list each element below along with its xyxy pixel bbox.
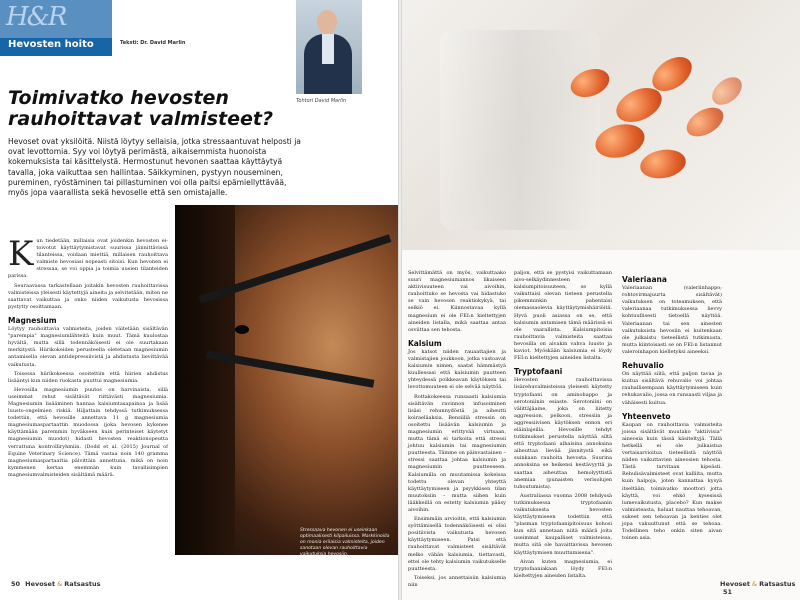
pill [638,146,688,182]
subhead-magnesium: Magnesium [8,315,57,325]
byline: Teksti: Dr. David Marlin [120,40,186,46]
page-number-left: 50 [11,580,21,588]
paragraph: un tiedetään, millaisia ovat joidenkin hevosten ei-toivotut käyttäytymistavat suurissa jännittävissä tilanteissa, voidaan miettiä, millaisen rauhoittava valmiste hevosiasi nopeasti sitoisi. Kun hevonen ei stressaa, se voi oppia ja toimia uusien tilanteiden parissa. [8,238,168,280]
subhead-rehuvalio: Rehuvalio [622,361,664,371]
portrait-head [317,10,337,34]
section-label: Hevosten hoito [8,39,94,50]
footer-brand-left: Hevoset [25,580,56,588]
portrait-shirt [322,34,334,64]
paragraph: Löytyy rauhoittavia valmisteita, joiden väitetään sisältävän "parempia" magnesiumlähteitä kuin muut. Tämä kuulostaa hyvältä, mutta sillä todennäköisesti ei ole suurtakaan merkitystä. Hiirikokeiden perusteella oletetaan magnesiumin antamisella olevan antidepressiivistä ja ahdistusta lievittävää vaikutusta. [8,326,168,368]
horse-mane [175,205,235,555]
section-monogram: H&R [6,2,66,32]
right-text-column-1 [408,270,506,591]
glass-jar [440,30,600,230]
horse-photo-caption: Stressaava hevonen ei useinkaan optimaalisesti kilpailuissa. Markkinoilla on monia erilaisia valmisteita, joiden sanotaan olevan rauhoittavia vaikutuksia hevosiin. [300,528,390,557]
paragraph: Kaupan on rauhoittavia valmisteita joissa sisältävät muutako "aktiivisia" aineosia kuin tässä käsiteltyjä. Tällä hetkellä ei ole julkaistua vertaisarvioitua tieteellistä näyttöä niiden vaikuttavien aineosien tehosta. Tästä tarvitaan kipeästi. Rehulisävalmisteet ovat kalliita, mutta kuin halpoja, joten kannattaa kysyä itseltään, toimivatko moottori jotta käyttä, voi ehkö kysesissä lumevaikutusta, placebo? Kun makse valmisteasta, haluat nauttaa tehoavan, sukeet sen tehoavan ja kenties olet jopa vakuuttunut että se tehoaa. Todellinen teho onkin siten aivan toinen asia. [622,421,722,542]
footer-brand-amp: & [57,580,63,588]
horse-photo [175,205,400,555]
paragraph: Ensimmäin arvioitin, että kalsiumin syöttämisellä todennäköisesti ei olisi positiivista vaikutusta hevosen käyttäytymiseen. Patsi että rauhoittavat valmisteet sisältävät melko vähän kalsiumia, tiettavasti, ettei ole tehty kalsiumin vaikutukselle puutteesta. [408,516,506,572]
subhead-kalsium: Kalsium [408,338,442,348]
subhead-tryptofaani: Tryptofaani [514,367,563,377]
right-text-column-2 [514,270,612,582]
horse-eye [235,325,249,334]
pill [682,102,729,143]
page-gutter [398,0,402,600]
left-text-column [8,234,168,481]
author-portrait [296,0,362,94]
page-number-right: 51 [723,588,733,596]
right-text-column-3 [622,270,722,544]
paragraph: Toiseksi, jos annettaisiin kalsiumia niin [408,574,506,588]
paragraph: Hevosten rauhoittavissa lisärehuvalmisteissa yleisesti käytetty tryptofaani on aminohappo ja serotoniinin esiaste. Serotoniini on välittäjäaine, joka on liitetty aggression, pelkoon, stressiin ja aggressiivisen käytöksen ennon eri eläinlajeilla. Hevosille tehdyt tutkimukset perustella näyttää siltä että tryptofaani alhaisina annoksina aiheuttaa lievää jännitystä eikä suinkaan rauhoita hevosta. Suurina annoksina se heikensi kestävyyttä ja saattaa aiheuttaa hemolyyttistä anemiaa (punaisten verisolujen tuhoutumista). [514,377,612,490]
pill [707,72,747,111]
subhead-valeriaana: Valeriaana [622,275,667,284]
paragraph: Valeriaanan (valeriinhappo; rohtovirmajuurta sisältävät) vaikutuksen on toteamuksen, että valeriaanaa tutkimuksessa lievvy kohtuullisesti tietoellä näyttöä. Valeriaanan tai sen ainesten vaikutuksista hevosiin ei kuitenkaan ole julkaistu tieteellistä tutkimusta, mutta kiintoisasti se on FEI:n listannut valeroinhapon kielletyksi aineeksi. [622,285,722,355]
left-footer [8,580,101,588]
section-logo [0,0,112,56]
supplement-photo [400,0,800,250]
right-footer [720,580,800,596]
paragraph: Aivan kuten magnesiumia, ei tryptofaaniakaan löydy FEI:n kieltettyjen aineiden listalta. [514,558,612,579]
paragraph: Selvittämättä on myös, vaikuttaako suuri magnesiumannos likaiseen aktiivisuuteen vai aivoihin, rauhoittuko se hevosta vai hidastuko se vain hevosen reaktiokykyä, tai selkiö ei. Kiinnostavaa kyllä magnesium ei ole FEI:n kieltettyjen aineiden listalla, mikä saattaa antaa osviittaa sen tehosta. [408,270,506,333]
footer-brand-amp: & [752,580,758,588]
paragraph: Rottakokeessa runsaasti kalsiumia sisältävän ravinnon infusoiminen lisäsi rehunnydöstä ja aiheutti koiraeläaksia. Bensiiliä stressin on osoitettu lisäävän kalsiumin ja magnesiumin erittyvää virtsaan, mutta tämä ei tarkoita että stressi johtuu kalsiumin tai magnesiumin puutteesta. Tämme on päinvastainen – stressi saattaa johtaa kalsiumin ja magnesiumin puutteeseen. Kalsiumilla on muutamissa kokeissa todettu olevan yhteyttä käyttäytymiseen ja psyykkisen tilan muutoksiin – mutta siihen kuin lääkkeillä on estetty kalsiumin pääsy aivoihin. [408,393,506,513]
footer-brand-left: Hevoset [720,580,750,588]
subhead-yhteenveto: Yhteenveto [622,411,671,421]
paragraph: Australiassa vuonna 2008 tehdyssä tutkimuksessa tryptofaanin vaikutuksesta hevosten käyttäytymiseen todettiin että "plasman tryptofaanipitoisuus kohosi kun sitä annetaan niitä määrä joita useimmat kaupalliset valmisteissa, mutta sitä ole havaittavissa hevosen käyttäytymisen muuttumisena". [514,492,612,556]
paragraph: Seuraavassa tarkastellaan joitakin hevosten rauhoittavissa valmisteissa yleisesti käytettyjä aineita ja selvitetään, miten ne saattavat vaikuttaa ja onko niiden vaikutusta hevosissa pystytty osoittamaan. [8,282,168,310]
footer-brand-right: Ratsastus [64,580,101,588]
footer-brand-right: Ratsastus [759,580,796,588]
article-intro: Hevoset ovat yksilöitä. Niistä löytyy sellaisia, jotka stressaantuvat helposti ja ovat levottomia. Syy voi löytyä perimästä, aikaisemmista huonoista kokemuksista tai käsittelystä. Hermostunut hevonen saattaa käyttäytyä tavalla, joka vaikuttaa sen hallintaa. Säikkyminen, pystyyn nouseminen, pureminen, ryöstäminen tai pillastuminen voi olla paitsi epämiellyttävää, myös jopa vaarallista sekä hevoselle että sen omistajalle. [8,137,301,198]
paragraph: Hevosilla magnesiumin puutos on harvinaista, sillä useimmat rehut sisältävät riittävästi magnesiumia. Magnesiumin lisääminen hannaa kalsiumtasapainoa ja lisää luusto-ongelmien riskiä. Hiljattain tehdyssä tutkimuksessa todettiin, että hevosille annettava 11 g magnesiumia magnesiumaspartaattin muodossa (joka hevosen kykenee käyttämään paremmin hyväkseen kuin perinteiset käytetyt magnesiumin muodot) hidasti hevosten reaktionopeutta verrattuna kontrolliryhmiin. (Dodd et al. (2015) Journal of Equine Veterinary Science). Tämä vastaa noin 140 gramma magnesiumaspartaattia päivittäin annettuna, mikä on noin kymmenen kertaa enemmän kuin tavallisimpien magnesiumvalmisteiden sisältämä määrä. [8,386,168,478]
paragraph: Jos katsot niiden rauaattajien ja valmistajien joukkoon, jotka vastoavat kalsiumin nimen, saatat hämmästyä kuullessasi että kalsiumin puutteen yhteydessä poikkeavan käytöksen tai levottomuuteen ei ole selvää näyttöä. [408,348,506,391]
article-headline: Toimivatko hevosten rauhoittavat valmisteet? [8,87,273,130]
paragraph: Toisessa hiirikokeessa osoitettiin että hiirien ahdistus lisääntyi kun niiden ruokasta puuttui magnesiumia. [8,370,168,384]
portrait-caption: Tohtori David Marlin [296,98,347,104]
drop-cap: K [8,234,34,274]
paragraph: On näyttää siitä, että paljon tavaa ja kuitua sisältävä rehuvalio voi johtaa rauhallisempaan käyttäytymiseen kuin rehukavalio, jossa on runsaasti viljaa ja vähäisesti kuitua. [622,371,722,406]
right-page [400,0,800,600]
pill [592,119,649,163]
paragraph: paljon, että se pystyisi vaikuttamaan aivo-selkäydinnesteen kalsiumpitoisuuteen, se kyllä vaikuttaisi olevan tieteen perustella pikemminkin pahentaisi olemassaolevia käyttäytymishäiriöitä. Hyvä puoli asiassa on se, että kalsiumin antamisen tämä määrissä ei ole vaarallista. Kalsiumpitoisia rauhoittavia valmisteita saattaa hevosilla on aivakin vahva luusto ja kaviot. Myöskään kalsiumia ei löydy FEI:n kieltettyjen aineiden listalta. [514,270,612,362]
